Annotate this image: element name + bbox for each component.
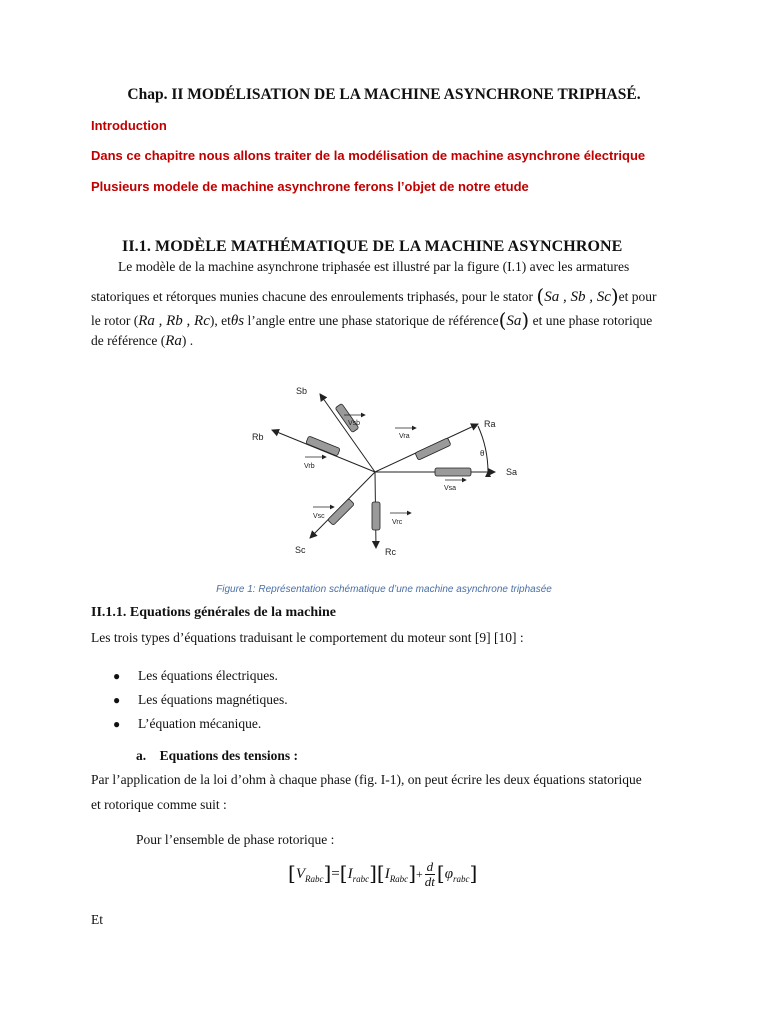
label-sb: Sb [296, 386, 308, 396]
paragraph-line-3: le rotor (Ra , Rb , Rc), etθs l’angle entre une phase statorique de référence(Sa) et une phase rotorique [91, 308, 653, 332]
eq-v: V [295, 865, 305, 882]
ref-rotor: Ra [165, 333, 182, 349]
text-segment: l’angle entre une phase statorique de référence [244, 313, 499, 328]
paragraph-line-4 [91, 333, 193, 350]
label-theta: θ [480, 449, 485, 458]
label-sc: Sc [295, 545, 306, 555]
winding-sa [435, 468, 471, 476]
eq-i2-sub: Rabc [389, 873, 409, 884]
paragraph-ohm-line-2: et rotorique comme suit : [91, 797, 227, 812]
label-vsc: Vsc [313, 513, 325, 520]
winding-rc [372, 502, 380, 530]
intro-line-2: Plusieurs modele de machine asynchrone ferons l’objet de notre etude [91, 179, 529, 194]
label-vsa: Vsa [444, 485, 457, 492]
winding-ra [415, 438, 451, 460]
text-segment: ) . [181, 333, 194, 348]
winding-sb [335, 403, 359, 432]
list-item: ● Les équations électriques. [113, 668, 278, 683]
theta-s: θs [230, 313, 245, 329]
figure-caption: Figure 1: Représentation schématique d’une machine asynchrone triphasée [216, 584, 552, 595]
eq-i1: I [347, 865, 353, 882]
list-item-text: L’équation mécanique. [138, 716, 262, 731]
list-item-text: Les équations magnétiques. [138, 692, 288, 707]
eq-v-sub: Rabc [304, 873, 324, 884]
list-item: ● L’équation mécanique. [113, 716, 262, 731]
label-rc: Rc [385, 547, 396, 557]
text-segment: ), et [209, 313, 231, 328]
rotor-set: Ra , Rb , Rc [138, 313, 210, 329]
label-vra: Vra [399, 433, 410, 440]
paragraph-line-1: Le modèle de la machine asynchrone triphasée est illustré par la figure (I.1) avec les armatures [118, 259, 630, 274]
intro-heading: Introduction [91, 118, 167, 133]
paragraph-ohm-line-1: Par l’application de la loi d’ohm à chaque phase (fig. I-1), on peut écrire les deux équations statorique [91, 772, 642, 787]
eq-i2: I [384, 865, 390, 882]
page-title: Chap. II MODÉLISATION DE LA MACHINE ASYNCHRONE TRIPHASÉ. [127, 86, 641, 103]
machine-schematic-figure [240, 380, 540, 570]
ref-stator: Sa [506, 313, 522, 329]
text-segment: le rotor ( [91, 313, 139, 328]
label-rb: Rb [252, 432, 264, 442]
eq-phi-sub: rabc [453, 873, 470, 884]
text-segment: et pour [618, 289, 657, 304]
label-vrc: Vrc [392, 519, 403, 526]
section-heading-equations: II.1.1. Equations générales de la machine [91, 605, 337, 620]
label-ra: Ra [484, 419, 496, 429]
winding-sc [328, 499, 355, 526]
eq-phi: φ [444, 865, 454, 882]
text-segment: et une phase rotorique [529, 313, 653, 328]
text-segment: de référence ( [91, 333, 166, 348]
eq-d-den: dt [424, 874, 435, 889]
section-heading-model: II.1. MODÈLE MATHÉMATIQUE DE LA MACHINE ASYNCHRONE [122, 238, 623, 255]
list-item-text: Les équations électriques. [138, 668, 278, 683]
label-vrb: Vrb [304, 463, 315, 470]
label-vsb: Vsb [348, 420, 361, 427]
paragraph-line-2: statoriques et rétorques munies chacune des enroulements triphasés, pour le stator (Sa , Sb , Sc)et pour [91, 284, 657, 308]
eq-i1-sub: rabc [352, 873, 370, 884]
subsection-heading-tensions: a. Equations des tensions : [136, 748, 299, 763]
paragraph-et: Et [91, 912, 103, 927]
paragraph-equation-types: Les trois types d’équations traduisant le comportement du moteur sont [9] [10] : [91, 630, 524, 645]
label-sa: Sa [506, 467, 518, 477]
intro-line-1: Dans ce chapitre nous allons traiter de la modélisation de machine asynchrone électrique [91, 148, 646, 163]
list-item: ● Les équations magnétiques. [113, 692, 288, 707]
stator-set: Sa , Sb , Sc [544, 289, 611, 305]
axis-rb [272, 430, 375, 472]
text-segment: statoriques et rétorques munies chacune des enroulements triphasés, pour le stator [91, 289, 533, 304]
paragraph-rotor-phase: Pour l’ensemble de phase rotorique : [136, 832, 335, 847]
equation-rotor-voltage: $[V_{Rabc}]=[I_{rabc}][I_{Rabc}]+$ $\frac{d}{dt}$ $[\varphi_{rabc}]$ [288, 859, 478, 889]
eq-d-num: d [426, 859, 434, 874]
